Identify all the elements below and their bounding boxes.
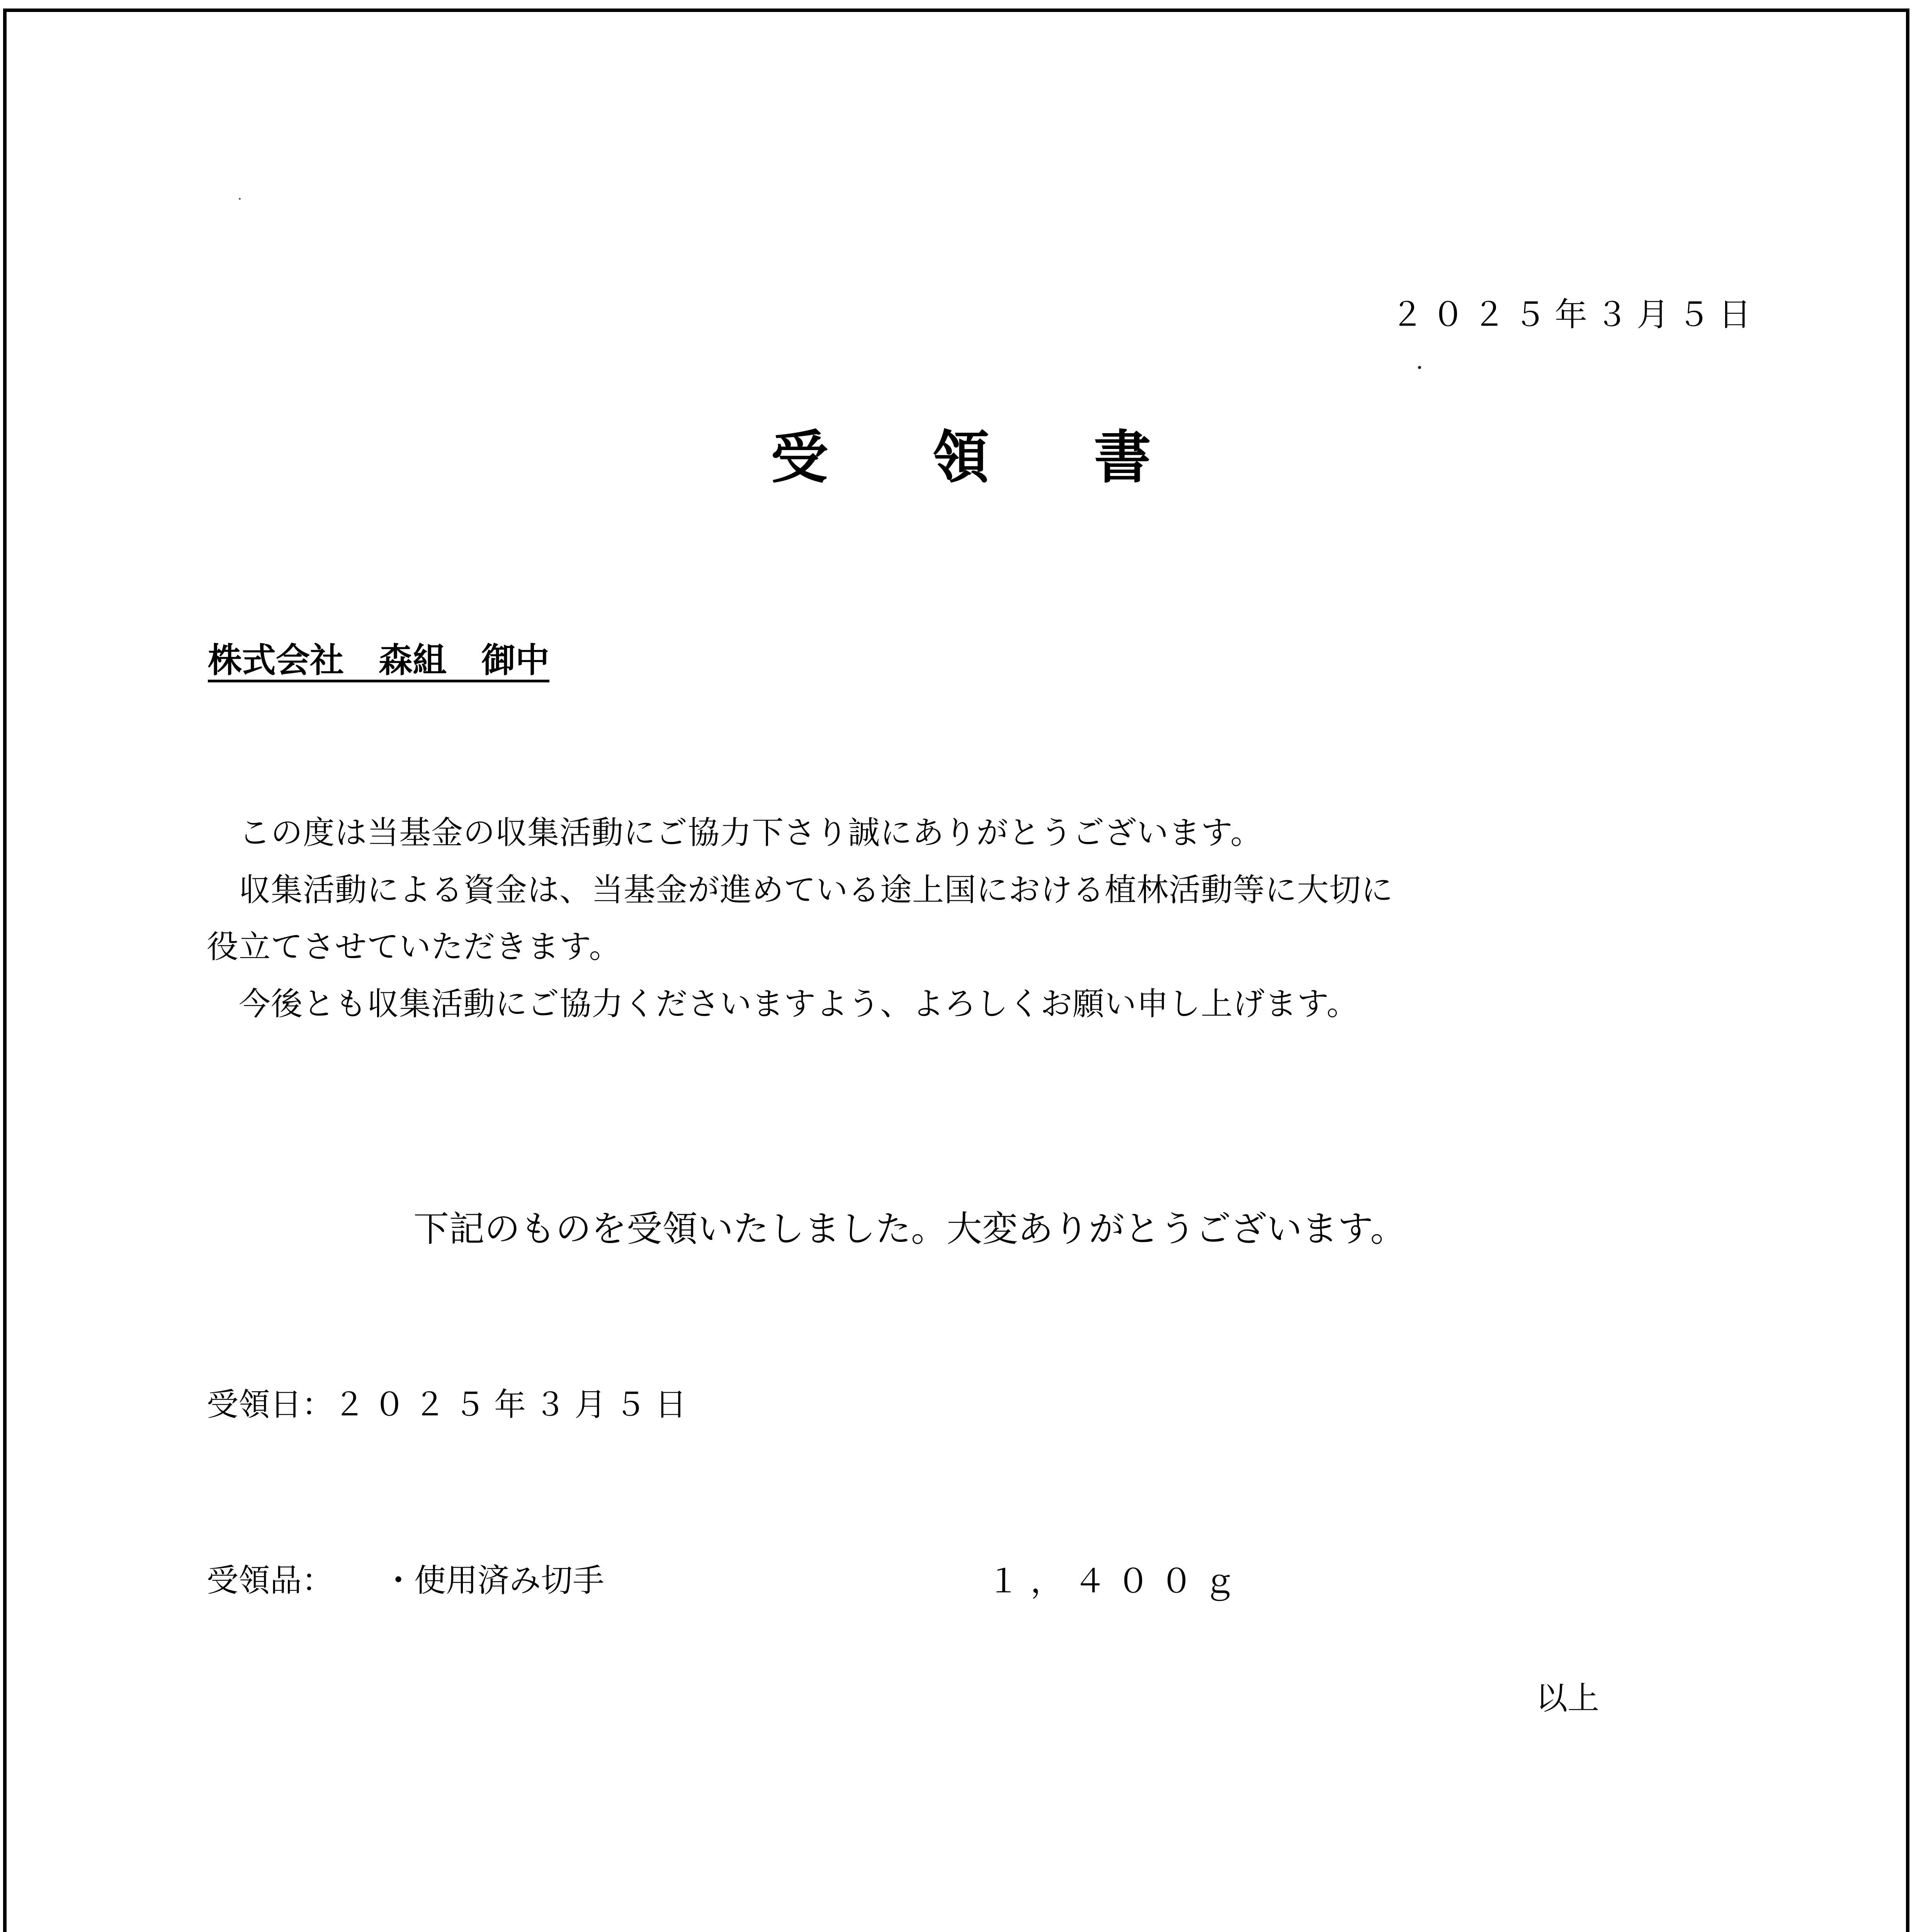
addressee-company: 株式会社: [208, 640, 344, 680]
document-title: 受領書: [771, 424, 1255, 491]
body-line-1: この度は当基金の収集活動にご協力下さり誠にありがとうございます。: [239, 815, 1263, 851]
document-date: ２０２５年３月５日: [1391, 296, 1760, 333]
body-line-4: 今後とも収集活動にご協力くださいますよう、よろしくお願い申し上げます。: [239, 986, 1359, 1022]
scan-speck: [1418, 366, 1421, 369]
receipt-announcement: 下記のものを受領いたしました。大変ありがとうございます。: [413, 1208, 1406, 1250]
received-item-label: 受領品：: [207, 1562, 334, 1599]
body-line-2: 収集活動による資金は、当基金が進めている途上国における植林活動等に大切に: [239, 872, 1394, 908]
scan-speck: [239, 198, 241, 200]
received-date-value: ２０２５年３月５日: [333, 1386, 695, 1423]
addressee-honorific: 御中: [481, 640, 550, 680]
received-date-label: 受領日：: [207, 1386, 334, 1423]
addressee-name: 森組: [379, 640, 447, 680]
received-item-quantity: １，４００ｇ: [987, 1562, 1247, 1600]
addressee: [208, 640, 550, 682]
body-line-3: 役立てさせていただきます。: [207, 929, 621, 965]
received-item-name: ・使用済み切手: [383, 1562, 605, 1599]
closing-mark: 以上: [1536, 1680, 1600, 1717]
received-date: [207, 1386, 695, 1423]
